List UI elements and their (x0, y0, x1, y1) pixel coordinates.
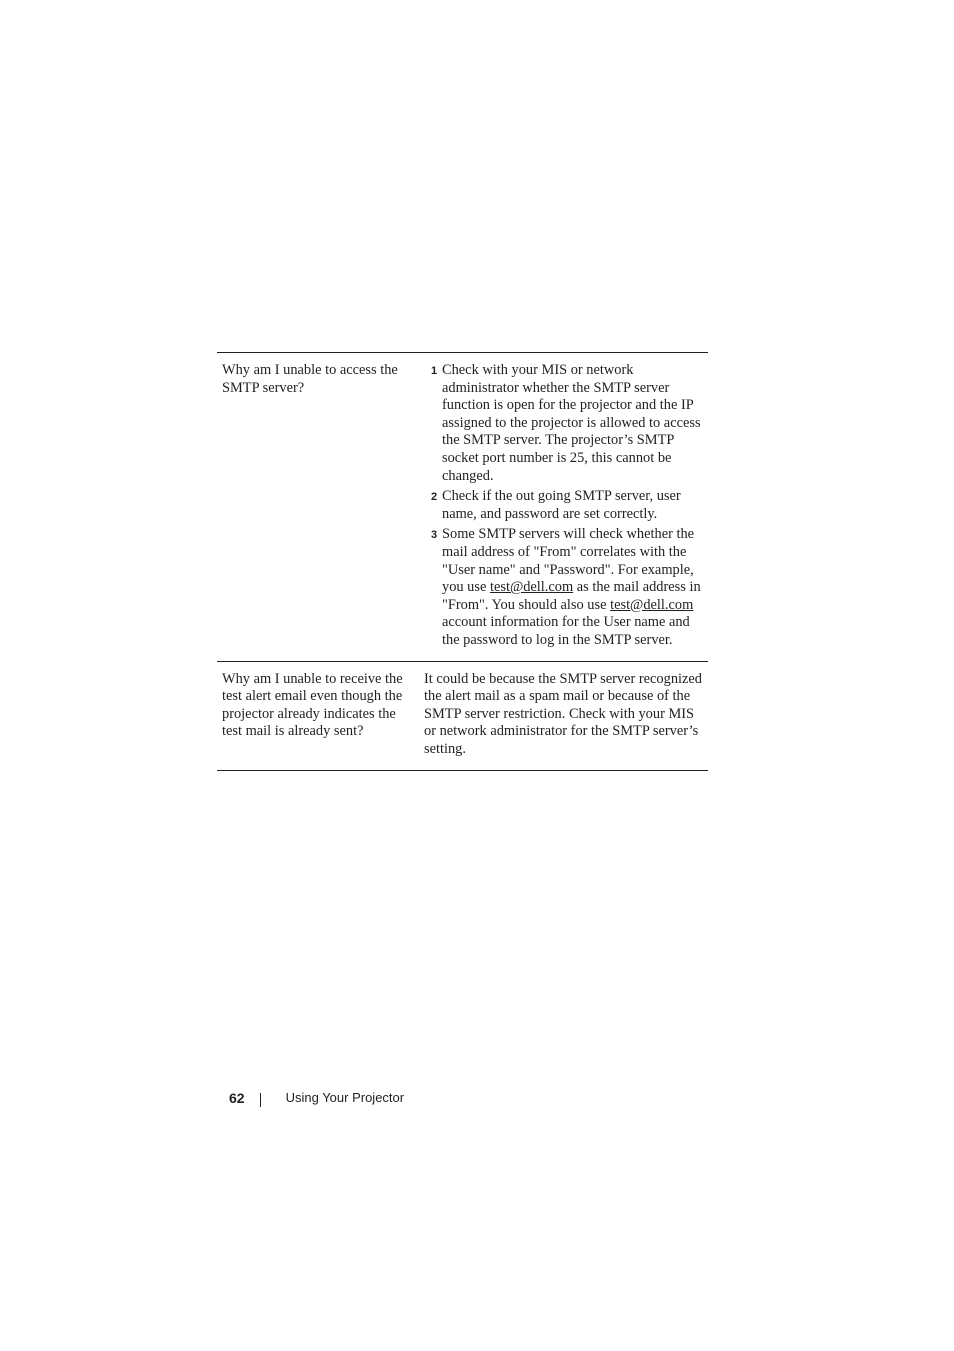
faq-row (217, 353, 708, 662)
faq-table (217, 352, 708, 771)
email-link[interactable]: test@dell.com (489, 579, 574, 596)
step-item (431, 488, 702, 523)
faq-question: Why am I unable to receive the test alert email even though the projector already indicates the test mail is already sent? (222, 670, 403, 740)
step-item (431, 362, 702, 485)
faq-answer (417, 353, 708, 661)
footer-divider (260, 1093, 261, 1107)
email-link[interactable]: test@dell.com (610, 596, 694, 613)
step-number: 2 (431, 491, 438, 504)
step-text: Check with your MIS or network administrator whether the SMTP server function is open for the projector and the IP assigned to the projector is allowed to access the SMTP server. The projector’s SMTP socket port number is 25, this cannot be changed. (442, 362, 701, 484)
step-number: 1 (431, 365, 438, 377)
step-text: Some SMTP servers will check whether the mail address of "From" correlates with the "User name" and "Password". For example, you use (442, 526, 695, 596)
step-number: 3 (431, 529, 438, 542)
step-text: as the mail address in "From". You should also use (442, 579, 701, 613)
faq-row (217, 662, 708, 772)
section-title: Using Your Projector (285, 1090, 405, 1105)
faq-answer: It could be because the SMTP server recognized the alert mail as a spam mail or because of the SMTP server restriction. Check with your MIS or network administrator for the SMTP server’s setting. (424, 670, 702, 757)
faq-question: Why am I unable to access the SMTP server? (222, 362, 398, 396)
page-number: 62 (229, 1090, 245, 1106)
step-text: account information for the User name and the password to log in the SMTP server. (442, 614, 690, 648)
page-footer (229, 1089, 404, 1107)
step-text: Check if the out going SMTP server, user name, and password are set correctly. (442, 488, 681, 522)
step-item (431, 526, 702, 649)
